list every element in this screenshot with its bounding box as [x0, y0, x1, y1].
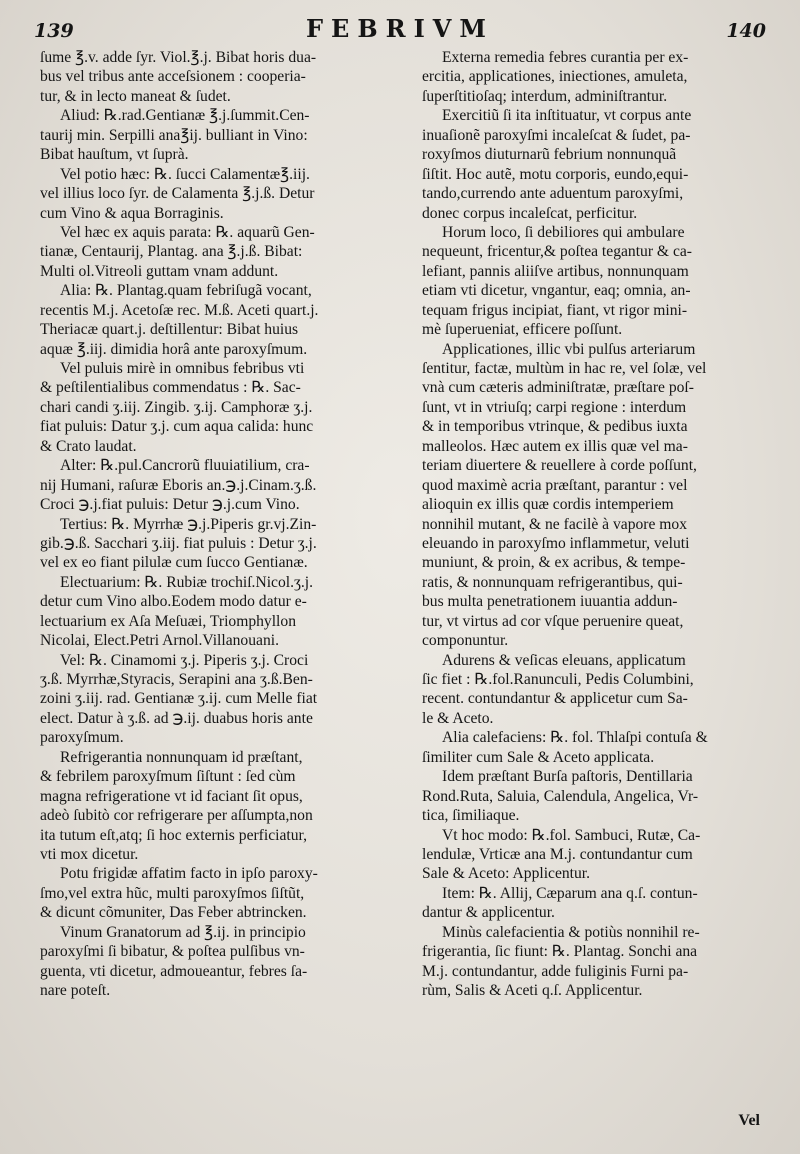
text-line: donec corpus incaleſcat, perficitur.: [422, 204, 638, 222]
text-line: mè ſuperueniat, efficere poſſunt.: [422, 321, 623, 339]
text-line: Sale & Aceto: Applicentur.: [422, 865, 591, 883]
text-line: dantur & applicentur.: [422, 904, 555, 922]
text-line: componuntur.: [422, 632, 509, 650]
text-line: ita tutum eſt,atq; ſi hoc externis perficiatur,: [40, 826, 307, 844]
text-line: vel ex eo fiant pilulæ cum ſucco Gentianæ.: [40, 554, 308, 572]
text-line: ſume ℥.v. adde ſyr. Viol.℥.j. Bibat horis dua-: [40, 49, 317, 66]
text-line: Theriacæ quart.j. deſtillentur: Bibat huius: [40, 321, 299, 339]
text-line: Applicationes, illic vbi pulſus arteriarum: [442, 340, 696, 358]
text-line: & Crato laudat.: [40, 437, 137, 455]
text-line: Multi ol.Vitreoli guttam vnam addunt.: [40, 262, 279, 280]
text-line: Potu frigidæ affatim facto in ipſo paroxy-: [60, 865, 318, 883]
text-line: Minùs calefacientia & potiùs nonnihil re-: [442, 923, 700, 941]
text-line: teriam diuertere & reuellere à corde poſſunt,: [422, 457, 697, 475]
text-line: Item: ℞. Allij, Cæparum ana q.ſ. contun-: [442, 884, 698, 902]
text-line: paroxyſmum.: [40, 729, 124, 747]
catchword: Vel: [738, 1112, 760, 1129]
text-line: magna refrigeratione vt id faciant ſit opus,: [40, 787, 303, 805]
left-text-column: [40, 48, 390, 1000]
text-line: Vel hæc ex aquis parata: ℞. aquarũ Gen-: [60, 223, 315, 241]
text-line: Tertius: ℞. Myrrhæ ℈.j.Piperis gr.vj.Zin-: [60, 515, 317, 533]
text-line: frigerantia, ſic fiunt: ℞. Plantag. Sonchi ana: [422, 943, 698, 961]
text-line: aquæ ℥.iij. dimidia horâ ante paroxyſmum.: [40, 340, 308, 358]
text-line: Alia calefaciens: ℞. fol. Thlaſpi contuſa &: [442, 729, 708, 747]
text-line: tianæ, Centaurij, Plantag. ana ℥.j.ß. Bibat:: [40, 243, 303, 261]
text-line: bus vel tribus ante acceſsionem : cooperia-: [40, 68, 306, 86]
text-line: ſiſtit. Hoc autẽ, motu corporis, eundo,equi-: [422, 165, 689, 183]
text-line: Vel: ℞. Cinamomi ʒ.j. Piperis ʒ.j. Croci: [60, 651, 309, 669]
text-line: tica, ſimiliaque.: [422, 807, 520, 825]
text-line: detur cum Vino albo.Eodem modo datur e-: [40, 593, 307, 611]
text-line: chari candi ʒ.iij. Zingib. ʒ.ij. Camphoræ ʒ.j.: [40, 398, 313, 416]
text-line: taurij min. Serpilli ana℥ij. bulliant in Vino:: [40, 126, 308, 144]
text-line: tequam frigus incipiat, fiant, vt rigor mini-: [422, 301, 688, 319]
text-line: Vel puluis mirè in omnibus febribus vti: [60, 360, 305, 377]
text-line: roxyſmos diuturnarũ febrium nonnunquã: [422, 146, 677, 164]
text-line: ercitia, applicationes, iniectiones, amuleta,: [422, 68, 688, 86]
text-line: vnà cum cæteris adminiſtratæ, præſtare poſ-: [422, 379, 694, 397]
text-line: muniunt, & proin, & ex acribus, & tempe-: [422, 554, 686, 572]
text-line: Alia: ℞. Plantag.quam febriſugã vocant,: [60, 282, 312, 300]
text-line: & febrilem paroxyſmum ſiſtunt : ſed cùm: [40, 768, 296, 786]
text-line: Horum loco, ſi debiliores qui ambulare: [442, 223, 685, 241]
text-line: quod maximè acria præſtant, parantur : vel: [422, 476, 688, 494]
text-line: vel illius loco ſyr. de Calamenta ℥.j.ß. Detur: [40, 185, 315, 203]
text-line: Exercitiũ ſi ita inſtituatur, vt corpus ante: [442, 107, 692, 125]
text-line: Refrigerantia nonnunquam id præſtant,: [60, 748, 303, 766]
text-line: Idem præſtant Burſa paſtoris, Dentillaria: [442, 768, 693, 786]
text-line: ſunt, vt in vtriuſq; carpi regione : interdum: [422, 398, 687, 416]
text-line: lefiant, pannis aliiſve artibus, nonnunquam: [422, 262, 689, 280]
text-line: & in temporibus vtrinque, & pedibus iuxta: [422, 418, 688, 436]
text-line: Alter: ℞.pul.Cancrorũ fluuiatilium, cra-: [60, 457, 310, 475]
page-header: [34, 14, 766, 44]
text-line: Vel potio hæc: ℞. ſucci Calamentæ℥.iij.: [60, 165, 310, 183]
text-line: inuaſionẽ paroxyſmi incaleſcat & ſudet, pa-: [422, 126, 691, 144]
text-line: M.j. contundantur, adde fuliginis Furni pa-: [422, 962, 689, 980]
text-line: vti mox dicetur.: [40, 845, 139, 863]
text-line: Rond.Ruta, Saluia, Calendula, Angelica, Vr-: [422, 787, 699, 805]
text-line: ſimiliter cum Sale & Aceto applicata.: [422, 748, 655, 766]
text-line: paroxyſmi ſi bibatur, & poſtea pulſibus vn-: [40, 943, 305, 961]
text-line: bus multa penetrationem iuuantia addun-: [422, 593, 678, 611]
text-line: Croci ℈.j.fiat puluis: Detur ℈.j.cum Vino.: [40, 496, 300, 514]
text-line: malleolos. Hæc autem ex illis quæ vel ma-: [422, 437, 688, 455]
text-line: alioquin ex illis quæ cordis intemperiem: [422, 496, 674, 514]
text-line: guenta, vti dicetur, admoueantur, febres ſa-: [40, 962, 308, 980]
text-line: Aliud: ℞.rad.Gentianæ ℥.j.ſummit.Cen-: [60, 107, 310, 125]
text-line: Nicolai, Elect.Petri Arnol.Villanouani.: [40, 632, 279, 650]
text-line: nare poteſt.: [40, 982, 111, 999]
text-line: & dicunt cõmuniter, Das Feber abtrincken.: [40, 904, 307, 922]
running-title: FEBRIVM: [306, 14, 494, 43]
text-line: cum Vino & aqua Borraginis.: [40, 204, 224, 222]
text-line: ſmo,vel extra hũc, multi paroxyſmos ſiſtũt,: [40, 884, 305, 902]
text-line: elect. Datur à ʒ.ß. ad ℈.ij. duabus horis ante: [40, 709, 313, 727]
page-number-right: 140: [726, 20, 766, 42]
text-line: recent. contundantur & applicetur cum Sa-: [422, 690, 688, 708]
text-line: rùm, Salis & Aceti q.ſ. Applicentur.: [422, 982, 643, 999]
text-line: ʒ.ß. Myrrhæ,Styracis, Serapini ana ʒ.ß.Ben-: [40, 671, 313, 688]
right-text-column: [422, 48, 770, 1000]
text-line: tando,currendo ante aduentum paroxyſmi,: [422, 185, 684, 203]
text-line: ſuperſtitioſaq; interdum, adminiſtrantur.: [422, 87, 668, 105]
text-line: gib.℈.ß. Sacchari ʒ.iij. fiat puluis : Detur ʒ.j.: [40, 534, 317, 552]
text-line: Electuarium: ℞. Rubiæ trochiſ.Nicol.ʒ.j.: [60, 573, 314, 591]
page-number-left: 139: [34, 20, 74, 42]
text-line: eleuando in paroxyſmo inflammetur, veluti: [422, 534, 690, 552]
text-line: tur, & in lecto maneat & ſudet.: [40, 87, 231, 105]
text-line: recentis M.j. Acetoſæ rec. M.ß. Aceti quart.j.: [40, 301, 319, 319]
text-line: & peſtilentialibus commendatus : ℞. Sac-: [40, 379, 301, 397]
text-line: nij Humani, raſuræ Eboris an.℈.j.Cinam.ʒ.ß.: [40, 476, 317, 494]
text-line: etiam vti dicetur, vngantur, eaq; omnia, an-: [422, 282, 691, 300]
text-line: fiat puluis: Datur ʒ.j. cum aqua calida: hunc: [40, 418, 314, 436]
text-line: Adurens & veſicas eleuans, applicatum: [442, 651, 686, 669]
text-line: nonnihil mutant, & ne facilè à vapore mox: [422, 515, 688, 533]
text-line: lectuarium ex Aſa Meſuæi, Triomphyllon: [40, 612, 296, 630]
text-line: Externa remedia febres curantia per ex-: [442, 49, 689, 66]
text-line: adeò ſubitò cor refrigerare per aſſumpta,non: [40, 807, 313, 825]
text-line: ſic fiet : ℞.fol.Ranunculi, Pedis Columbini,: [422, 671, 694, 688]
text-line: ratis, & nonnunquam refrigerantibus, qui-: [422, 573, 683, 591]
text-line: Vinum Granatorum ad ℥.ij. in principio: [60, 923, 306, 941]
text-line: le & Aceto.: [422, 709, 494, 727]
text-line: Bibat hauſtum, vt ſuprà.: [40, 146, 189, 164]
text-line: nequeunt, fricentur,& poſtea tegantur & ca-: [422, 243, 692, 261]
text-line: tur, vt virtus ad cor vſque peruenire queat,: [422, 612, 684, 630]
text-line: lendulæ, Vrticæ ana M.j. contundantur cum: [422, 845, 693, 863]
text-line: ſentitur, factæ, multùm in hac re, vel ſolæ, vel: [422, 360, 707, 377]
text-line: Vt hoc modo: ℞.fol. Sambuci, Rutæ, Ca-: [442, 826, 701, 844]
text-line: zoini ʒ.iij. rad. Gentianæ ʒ.ij. cum Melle fiat: [40, 690, 318, 708]
